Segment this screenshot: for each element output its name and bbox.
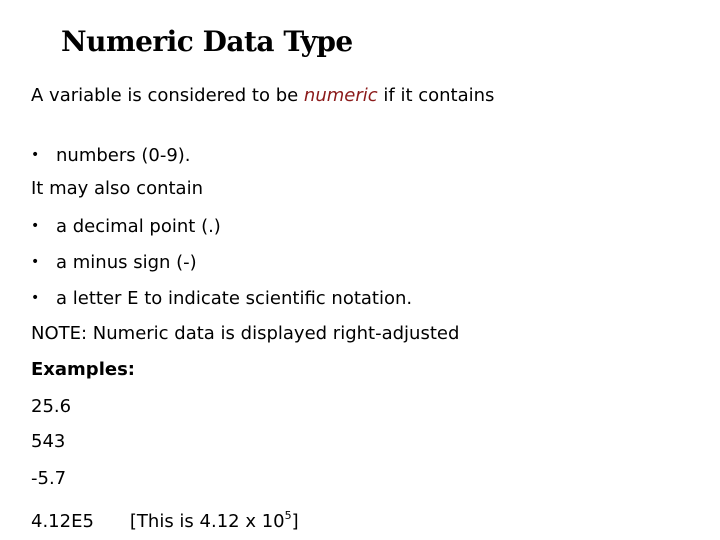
example-scientific (31, 504, 299, 534)
comment-close: ] (291, 511, 299, 532)
intro-text (31, 84, 501, 108)
comment-text: [This is 4.12 x 10 (129, 511, 285, 532)
bullet-icon: • (31, 254, 40, 270)
bullet-text: numbers (0-9). (56, 145, 191, 166)
bullet-icon: • (31, 290, 40, 306)
bullet-text: a letter E to indicate scientific notation. (56, 288, 413, 309)
bullet-item-numbers (31, 143, 191, 168)
bullet-icon: • (31, 218, 40, 234)
example-value: -5.7 (31, 468, 67, 489)
bullet-item-decimal (31, 214, 221, 239)
example-value: 543 (31, 431, 66, 452)
bullet-item-minus (31, 250, 197, 275)
example-comment (130, 511, 299, 532)
example-value: 4.12E5 (31, 511, 94, 532)
examples-label: Examples: (31, 359, 135, 380)
note-text: NOTE: Numeric data is displayed right-adjusted (31, 323, 460, 344)
bullet-text: a minus sign (-) (56, 252, 197, 273)
example-value: 25.6 (31, 396, 72, 417)
intro-emphasis: numeric (303, 85, 378, 106)
bullet-item-exponent (31, 286, 412, 311)
bullet-icon: • (31, 147, 40, 163)
intro-after: if it contains (377, 85, 495, 106)
also-contain-text: It may also contain (31, 178, 203, 199)
page-title: Numeric Data Type (61, 25, 353, 58)
bullet-text: a decimal point (.) (56, 216, 221, 237)
exponent-superscript: 5 (284, 509, 292, 522)
intro-before: A variable is considered to be (31, 85, 304, 106)
